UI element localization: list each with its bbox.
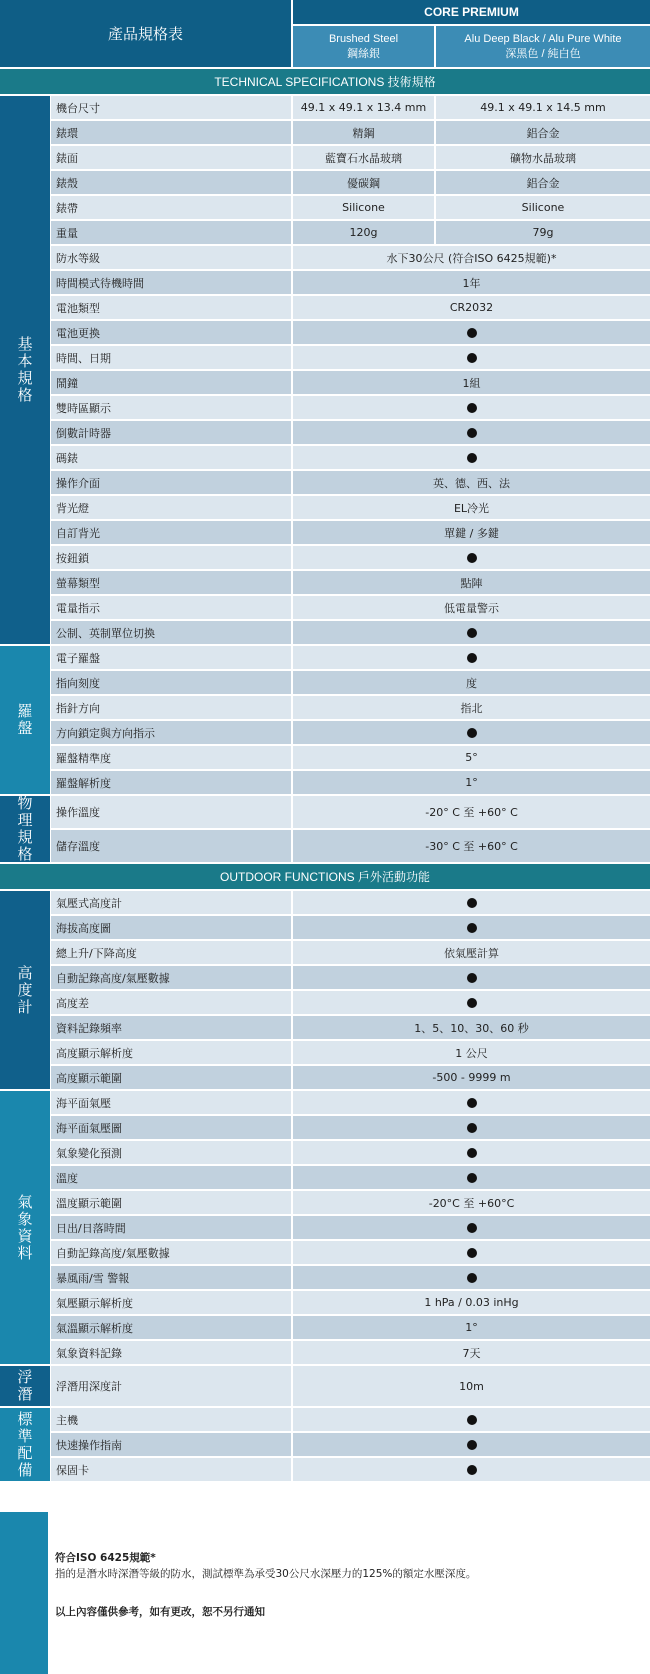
spec-label: 背光燈 (51, 496, 291, 519)
spec-value (293, 646, 650, 669)
spec-label: 氣溫顯示解析度 (51, 1316, 291, 1339)
spec-label: 電池更換 (51, 321, 291, 344)
spec-value (293, 396, 650, 419)
spec-label: 機台尺寸 (51, 96, 291, 119)
spec-row (51, 1433, 650, 1456)
spec-value: 1年 (293, 271, 650, 294)
feature-dot-icon (467, 628, 477, 638)
spec-row (51, 371, 650, 394)
spec-row (51, 1366, 650, 1406)
spec-value-alu: 礦物水晶玻璃 (436, 146, 650, 169)
spec-row (51, 1266, 650, 1289)
feature-dot-icon (467, 973, 477, 983)
spec-row (51, 696, 650, 719)
spec-value-steel: 精鋼 (293, 121, 434, 144)
spec-label: 高度差 (51, 991, 291, 1014)
spec-label: 錶環 (51, 121, 291, 144)
spec-value (293, 1433, 650, 1456)
spec-row (51, 796, 650, 828)
spec-label: 羅盤解析度 (51, 771, 291, 794)
spec-row (51, 1091, 650, 1114)
spec-row (51, 966, 650, 989)
feature-dot-icon (467, 653, 477, 663)
spec-row (51, 721, 650, 744)
table-title: 產品規格表 (0, 0, 291, 67)
spec-row (51, 196, 650, 219)
spec-label: 時間、日期 (51, 346, 291, 369)
spec-row (51, 571, 650, 594)
spec-row (51, 1316, 650, 1339)
spec-value: -20°C 至 +60°C (293, 1191, 650, 1214)
spec-value: 1組 (293, 371, 650, 394)
spec-row (51, 1116, 650, 1139)
category-label: 氣象資料 (17, 1192, 33, 1262)
spec-value (293, 546, 650, 569)
spec-label: 高度顯示範圍 (51, 1066, 291, 1089)
spec-label: 自訂背光 (51, 521, 291, 544)
spec-label: 錶殼 (51, 171, 291, 194)
feature-dot-icon (467, 353, 477, 363)
spec-value (293, 1091, 650, 1114)
spec-label: 海平面氣壓 (51, 1091, 291, 1114)
category-label: 高度計 (17, 963, 33, 1016)
spec-value (293, 991, 650, 1014)
spec-label: 重量 (51, 221, 291, 244)
category-label: 基本規格 (17, 335, 33, 404)
spec-value: 1° (293, 771, 650, 794)
spec-label: 電子羅盤 (51, 646, 291, 669)
spec-value: 水下30公尺 (符合ISO 6425規範)* (293, 246, 650, 269)
spec-label: 高度顯示解析度 (51, 1041, 291, 1064)
spec-row (51, 421, 650, 444)
feature-dot-icon (467, 728, 477, 738)
spec-row (51, 621, 650, 644)
spec-value: EL冷光 (293, 496, 650, 519)
spec-row (51, 271, 650, 294)
spec-value: 單鍵 / 多鍵 (293, 521, 650, 544)
spec-value-steel: Silicone (293, 196, 434, 219)
model-header-alu (436, 26, 650, 67)
section-band-outdoor: OUTDOOR FUNCTIONS 戶外活動功能 (0, 864, 650, 889)
spec-label: 雙時區顯示 (51, 396, 291, 419)
category-label: 標準配備 (17, 1409, 33, 1479)
feature-dot-icon (467, 1440, 477, 1450)
feature-dot-icon (467, 453, 477, 463)
spec-row (51, 96, 650, 119)
spec-label: 防水等級 (51, 246, 291, 269)
spec-label: 自動記錄高度/氣壓數據 (51, 1241, 291, 1264)
spec-value (293, 446, 650, 469)
spec-value: 英、德、西、法 (293, 471, 650, 494)
spec-row (51, 496, 650, 519)
spec-row (51, 1408, 650, 1431)
spec-value (293, 966, 650, 989)
spec-value-steel: 藍寶石水晶玻璃 (293, 146, 434, 169)
spec-label: 時間模式待機時間 (51, 271, 291, 294)
spec-value: 1、5、10、30、60 秒 (293, 1016, 650, 1039)
spec-label: 公制、英制單位切換 (51, 621, 291, 644)
spec-row (51, 146, 650, 169)
spec-value (293, 1216, 650, 1239)
spec-row (51, 1016, 650, 1039)
spec-label: 操作溫度 (51, 796, 291, 828)
spec-row (51, 916, 650, 939)
spec-row (51, 671, 650, 694)
spec-row (51, 746, 650, 769)
spec-value: 度 (293, 671, 650, 694)
feature-dot-icon (467, 923, 477, 933)
spec-label: 碼錶 (51, 446, 291, 469)
spec-label: 螢幕類型 (51, 571, 291, 594)
spec-value: 點陣 (293, 571, 650, 594)
spec-label: 鬧鐘 (51, 371, 291, 394)
spec-label: 氣象資料記錄 (51, 1341, 291, 1364)
spec-row (51, 1291, 650, 1314)
spec-label: 快速操作指南 (51, 1433, 291, 1456)
section-band-technical: TECHNICAL SPECIFICATIONS 技術規格 (0, 69, 650, 94)
spec-value-steel: 優碳鋼 (293, 171, 434, 194)
spec-label: 氣壓式高度計 (51, 891, 291, 914)
spec-row (51, 830, 650, 862)
spec-label: 指針方向 (51, 696, 291, 719)
spec-row (51, 221, 650, 244)
spec-value-alu: Silicone (436, 196, 650, 219)
spec-value (293, 1241, 650, 1264)
spec-row (51, 1241, 650, 1264)
spec-value: CR2032 (293, 296, 650, 319)
disclaimer: 以上內容僅供參考，如有更改，恕不另行通知 (55, 1606, 265, 1618)
spec-value: 10m (293, 1366, 650, 1406)
spec-row (51, 891, 650, 914)
category-physical (0, 796, 50, 862)
spec-value (293, 1141, 650, 1164)
feature-dot-icon (467, 898, 477, 908)
spec-value: 1 hPa / 0.03 inHg (293, 1291, 650, 1314)
spec-label: 錶面 (51, 146, 291, 169)
spec-row (51, 296, 650, 319)
spec-label: 暴風雨/雪 警報 (51, 1266, 291, 1289)
spec-value: 低電量警示 (293, 596, 650, 619)
spec-value (293, 721, 650, 744)
spec-value-steel: 49.1 x 49.1 x 13.4 mm (293, 96, 434, 119)
iso-note-title: 符合ISO 6425規範* (55, 1552, 156, 1564)
category-included (0, 1408, 50, 1481)
model-name: Brushed Steel (328, 32, 399, 45)
spec-row (51, 1191, 650, 1214)
category-dive (0, 1366, 50, 1406)
spec-value-steel: 120g (293, 221, 434, 244)
spec-row (51, 596, 650, 619)
model-subtitle: 鋼絲銀 (347, 47, 380, 60)
feature-dot-icon (467, 428, 477, 438)
spec-label: 日出/日落時間 (51, 1216, 291, 1239)
spec-label: 操作介面 (51, 471, 291, 494)
spec-row (51, 246, 650, 269)
spec-value-alu: 鋁合金 (436, 121, 650, 144)
spec-label: 方向鎖定與方向指示 (51, 721, 291, 744)
spec-label: 按鈕鎖 (51, 546, 291, 569)
spec-row (51, 546, 650, 569)
spec-label: 氣壓顯示解析度 (51, 1291, 291, 1314)
spec-value (293, 621, 650, 644)
spec-label: 溫度顯示範圍 (51, 1191, 291, 1214)
series-title: CORE PREMIUM (293, 0, 650, 24)
spec-label: 儲存溫度 (51, 830, 291, 862)
spec-row (51, 1041, 650, 1064)
spec-label: 電池類型 (51, 296, 291, 319)
spec-label: 主機 (51, 1408, 291, 1431)
feature-dot-icon (467, 1123, 477, 1133)
spec-value (293, 1408, 650, 1431)
spec-value: 依氣壓計算 (293, 941, 650, 964)
feature-dot-icon (467, 1173, 477, 1183)
spec-label: 羅盤精準度 (51, 746, 291, 769)
spec-row (51, 1166, 650, 1189)
category-basic (0, 96, 50, 644)
spec-row (51, 646, 650, 669)
spec-label: 指向刻度 (51, 671, 291, 694)
spec-row (51, 1216, 650, 1239)
spec-value-alu: 49.1 x 49.1 x 14.5 mm (436, 96, 650, 119)
spec-value: -20° C 至 +60° C (293, 796, 650, 828)
spec-label: 錶帶 (51, 196, 291, 219)
spec-value: 7天 (293, 1341, 650, 1364)
model-subtitle: 深黑色 / 純白色 (505, 47, 581, 60)
spec-label: 總上升/下降高度 (51, 941, 291, 964)
spec-value (293, 321, 650, 344)
spec-value (293, 891, 650, 914)
spec-label: 保固卡 (51, 1458, 291, 1481)
spec-row (51, 1341, 650, 1364)
spec-label: 資料記錄頻率 (51, 1016, 291, 1039)
spec-row (51, 171, 650, 194)
spec-label: 浮潛用深度計 (51, 1366, 291, 1406)
spec-value (293, 421, 650, 444)
spec-row (51, 941, 650, 964)
feature-dot-icon (467, 403, 477, 413)
spec-value (293, 346, 650, 369)
spec-value: 5° (293, 746, 650, 769)
feature-dot-icon (467, 328, 477, 338)
spec-label: 自動記錄高度/氣壓數據 (51, 966, 291, 989)
category-compass (0, 646, 50, 794)
spec-value-alu: 鋁合金 (436, 171, 650, 194)
model-header-steel (293, 26, 434, 67)
feature-dot-icon (467, 1465, 477, 1475)
spec-label: 海平面氣壓圖 (51, 1116, 291, 1139)
spec-value: 1° (293, 1316, 650, 1339)
spec-label: 電量指示 (51, 596, 291, 619)
spec-value (293, 1458, 650, 1481)
footer-notes (0, 1512, 650, 1674)
spec-value (293, 1166, 650, 1189)
spec-value: 1 公尺 (293, 1041, 650, 1064)
spec-row (51, 446, 650, 469)
category-label: 浮潛 (17, 1368, 33, 1403)
spec-label: 溫度 (51, 1166, 291, 1189)
category-label: 羅盤 (17, 702, 33, 737)
iso-note-text: 指的是潛水時深潛等級的防水，測試標準為承受30公尺水深壓力的125%的額定水壓深度。 (55, 1568, 477, 1580)
spec-value: -500 - 9999 m (293, 1066, 650, 1089)
category-altimeter (0, 891, 50, 1089)
spec-value (293, 1116, 650, 1139)
spec-row (51, 471, 650, 494)
model-name: Alu Deep Black / Alu Pure White (464, 32, 622, 45)
spec-value-alu: 79g (436, 221, 650, 244)
spec-value (293, 916, 650, 939)
spec-value: 指北 (293, 696, 650, 719)
feature-dot-icon (467, 1148, 477, 1158)
spec-row (51, 121, 650, 144)
spec-row (51, 321, 650, 344)
feature-dot-icon (467, 1223, 477, 1233)
spec-label: 海拔高度圖 (51, 916, 291, 939)
spec-row (51, 346, 650, 369)
feature-dot-icon (467, 998, 477, 1008)
spec-row (51, 1066, 650, 1089)
spec-row (51, 771, 650, 794)
spec-value (293, 1266, 650, 1289)
spec-row (51, 991, 650, 1014)
feature-dot-icon (467, 1248, 477, 1258)
feature-dot-icon (467, 1273, 477, 1283)
spec-row (51, 521, 650, 544)
category-label: 物理規格 (17, 794, 33, 863)
spec-label: 氣象變化預測 (51, 1141, 291, 1164)
feature-dot-icon (467, 1415, 477, 1425)
category-weather (0, 1091, 50, 1364)
feature-dot-icon (467, 1098, 477, 1108)
spec-row (51, 396, 650, 419)
spec-row (51, 1458, 650, 1481)
feature-dot-icon (467, 553, 477, 563)
spec-label: 倒數計時器 (51, 421, 291, 444)
spec-row (51, 1141, 650, 1164)
spec-value: -30° C 至 +60° C (293, 830, 650, 862)
footer-stripe (0, 1512, 48, 1674)
